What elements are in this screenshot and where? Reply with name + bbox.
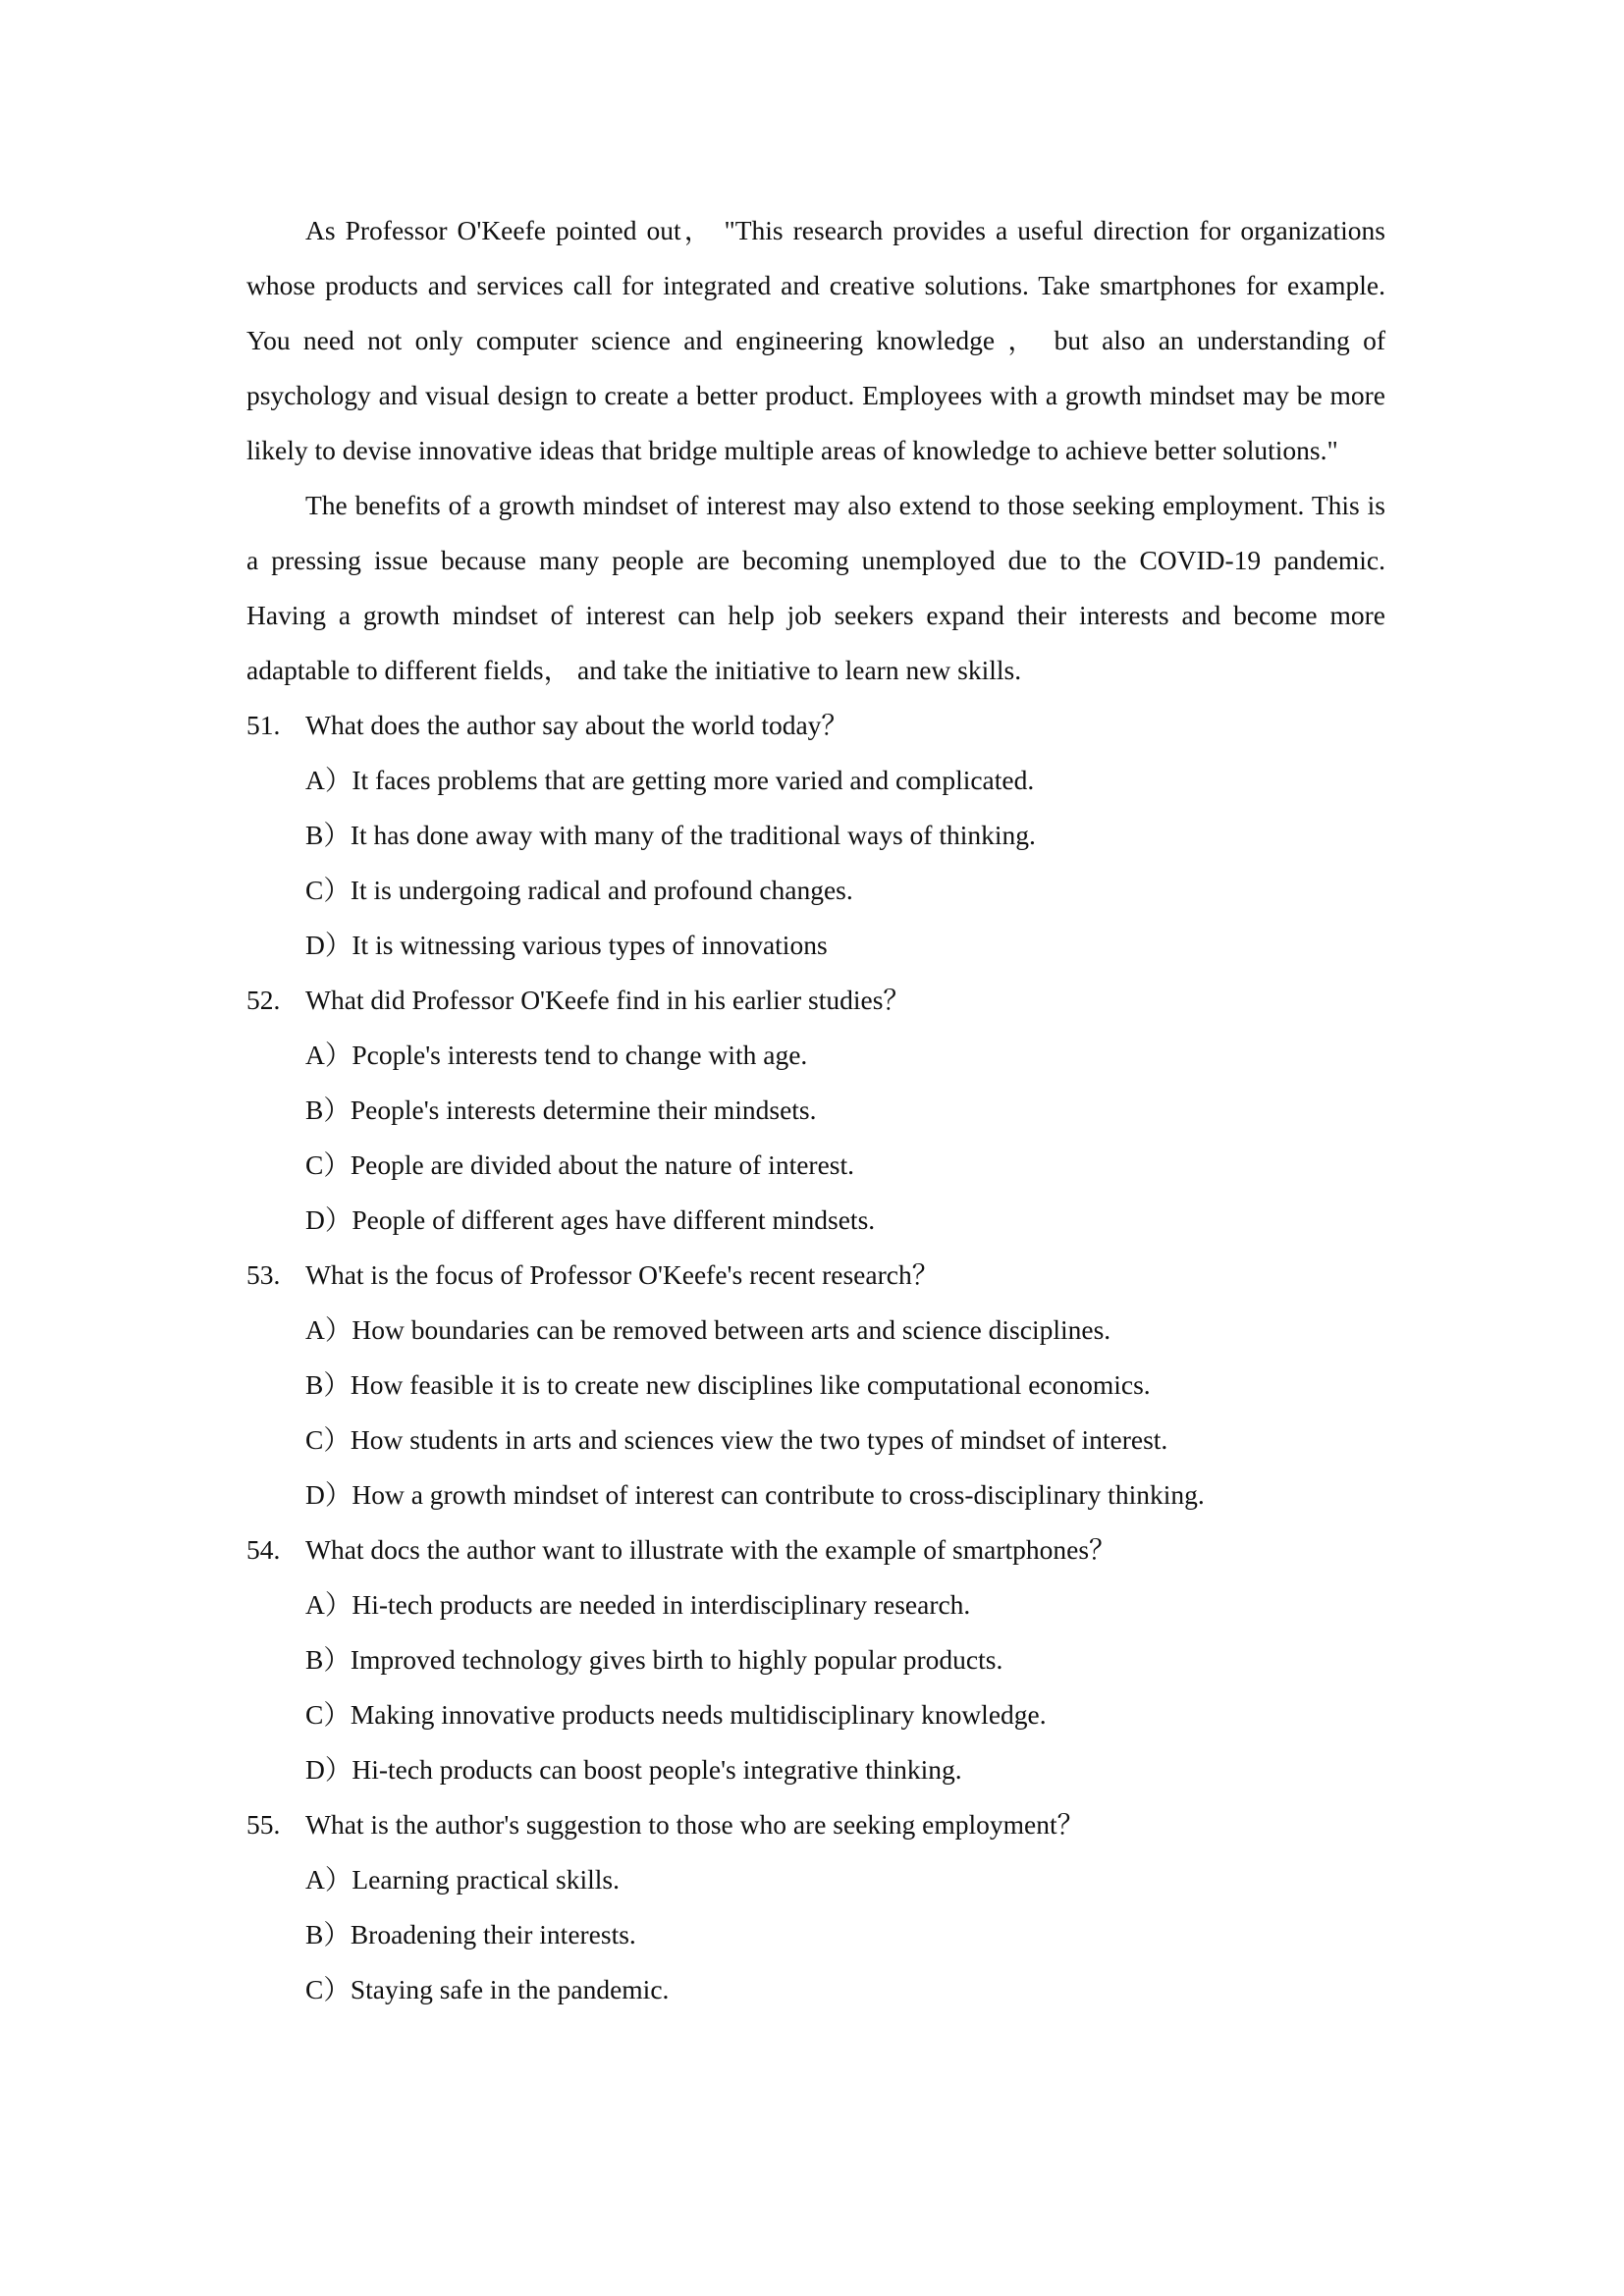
option-letter: A）: [305, 1040, 352, 1070]
option-letter: A）: [305, 1314, 352, 1345]
question-text: What does the author say about the world today？: [305, 710, 848, 740]
option-letter: D）: [305, 930, 352, 960]
option-letter: B）: [305, 1919, 351, 1949]
question-55: [246, 1797, 1385, 1852]
option-letter: B）: [305, 1369, 351, 1400]
passage-paragraph-2: The benefits of a growth mindset of interest may also extend to those seeking employment. This is a pressing issue because many people are becoming unemployed due to the COVID-19 pandemic. Having a growth mindset of interest can help job seekers expand their interests and become more adaptable to different fields， and take the initiative to learn new skills.: [246, 490, 1385, 685]
question-number: 52.: [246, 985, 281, 1015]
option-55-a: [246, 1852, 1385, 1907]
option-text: How boundaries can be removed between arts and science disciplines.: [352, 1314, 1111, 1345]
option-text: It faces problems that are getting more varied and complicated.: [352, 765, 1035, 795]
option-54-c: [246, 1687, 1385, 1742]
option-text: People's interests determine their mindsets.: [350, 1095, 817, 1125]
option-letter: D）: [305, 1479, 352, 1510]
question-52: [246, 973, 1385, 1028]
question-text: What did Professor O'Keefe find in his earlier studies？: [305, 985, 910, 1015]
option-52-b: [246, 1083, 1385, 1138]
option-text: People are divided about the nature of interest.: [350, 1149, 854, 1180]
question-number: 55.: [246, 1809, 281, 1840]
option-letter: C）: [305, 1699, 351, 1730]
question-number: 54.: [246, 1534, 281, 1565]
option-letter: C）: [305, 875, 351, 905]
option-54-a: [246, 1577, 1385, 1632]
question-number: 53.: [246, 1259, 281, 1290]
option-letter: B）: [305, 820, 351, 850]
option-55-b: [246, 1907, 1385, 1962]
option-54-b: [246, 1632, 1385, 1687]
option-letter: C）: [305, 1149, 351, 1180]
option-51-a: [246, 753, 1385, 808]
option-letter: C）: [305, 1974, 351, 2004]
option-text: Improved technology gives birth to highly popular products.: [350, 1644, 1003, 1675]
option-text: It has done away with many of the traditional ways of thinking.: [350, 820, 1036, 850]
option-text: Learning practical skills.: [352, 1864, 620, 1895]
question-51: [246, 698, 1385, 753]
option-text: How a growth mindset of interest can contribute to cross-disciplinary thinking.: [352, 1479, 1205, 1510]
option-letter: B）: [305, 1644, 351, 1675]
option-text: People of different ages have different mindsets.: [352, 1204, 876, 1235]
option-53-d: [246, 1468, 1385, 1522]
question-53: [246, 1248, 1385, 1303]
option-51-c: [246, 863, 1385, 918]
option-text: How feasible it is to create new disciplines like computational economics.: [350, 1369, 1151, 1400]
option-text: Pcople's interests tend to change with age.: [352, 1040, 808, 1070]
question-number: 51.: [246, 710, 281, 740]
option-text: It is witnessing various types of innovations: [352, 930, 828, 960]
option-51-b: [246, 808, 1385, 863]
option-text: Hi-tech products can boost people's integrative thinking.: [352, 1754, 962, 1785]
document-page: [246, 203, 1385, 2017]
question-54: [246, 1522, 1385, 1577]
option-53-c: [246, 1413, 1385, 1468]
question-text: What is the focus of Professor O'Keefe's recent research？: [305, 1259, 940, 1290]
option-55-c: [246, 1962, 1385, 2017]
question-text: What is the author's suggestion to those who are seeking employment？: [305, 1809, 1085, 1840]
option-letter: C）: [305, 1424, 351, 1455]
option-letter: D）: [305, 1204, 352, 1235]
option-54-d: [246, 1742, 1385, 1797]
option-text: Hi-tech products are needed in interdisciplinary research.: [352, 1589, 971, 1620]
option-letter: A）: [305, 1864, 352, 1895]
option-51-d: [246, 918, 1385, 973]
option-52-c: [246, 1138, 1385, 1193]
option-52-a: [246, 1028, 1385, 1083]
option-text: How students in arts and sciences view the two types of mindset of interest.: [350, 1424, 1168, 1455]
option-letter: A）: [305, 1589, 352, 1620]
option-letter: D）: [305, 1754, 352, 1785]
option-52-d: [246, 1193, 1385, 1248]
option-letter: B）: [305, 1095, 351, 1125]
option-53-b: [246, 1358, 1385, 1413]
passage-paragraph-1: As Professor O'Keefe pointed out， "This research provides a useful direction for organizations whose products and services call for integrated and creative solutions. Take smartphones for example. You need not only computer science and engineering knowledge ， but also an understanding of psychology and visual design to create a better product. Employees with a growth mindset may be more likely to devise innovative ideas that bridge multiple areas of knowledge to achieve better solutions.": [246, 215, 1385, 465]
question-text: What docs the author want to illustrate with the example of smartphones？: [305, 1534, 1116, 1565]
option-letter: A）: [305, 765, 352, 795]
option-text: It is undergoing radical and profound changes.: [350, 875, 853, 905]
option-53-a: [246, 1303, 1385, 1358]
option-text: Staying safe in the pandemic.: [350, 1974, 670, 2004]
option-text: Making innovative products needs multidisciplinary knowledge.: [350, 1699, 1047, 1730]
option-text: Broadening their interests.: [350, 1919, 636, 1949]
